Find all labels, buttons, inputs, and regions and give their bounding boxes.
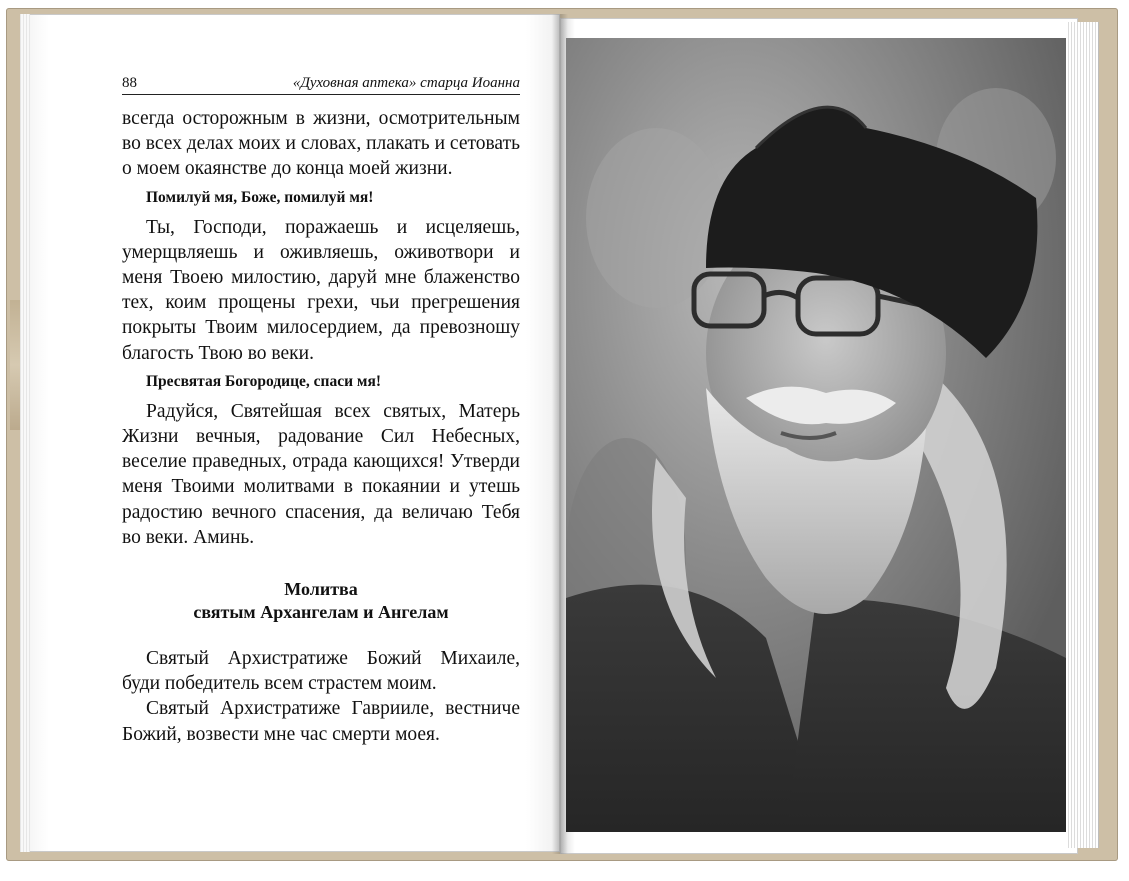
paragraph: Ты, Господи, поражаешь и исцеляешь, умерщвляешь и оживляешь, оживотвори и меня Твоею милостию, даруй мне блаженство тех, коим прощены грехи, чьи прегрешения покрыты Твоим милосердием, да превозношу благость Твою во веки. (122, 216, 520, 364)
running-head-title: «Духовная аптека» старца Иоанна (292, 75, 520, 91)
paragraph: Святый Архистратиже Божий Михаиле, буди победитель всем страстем моим. (122, 648, 520, 695)
portrait-photo (566, 38, 1066, 832)
paragraph: Радуйся, Святейшая всех святых, Матерь Жизни вечныя, радование Сил Небесных, веселие праведных, отрада кающихся! Утверди меня Твоими молитвами в покаянии и утешь радостию вечного спасения, да величаю Тебя во веки. Аминь. (122, 400, 520, 548)
page-number: 88 (122, 75, 137, 91)
prayer-heading (122, 578, 520, 624)
running-head (122, 74, 520, 95)
page-text (122, 106, 520, 747)
paragraph: всегда осторожным в жизни, осмотрительным во всех делах моих и словах, плакать и сетовать о моем окаянстве до конца моей жизни. (122, 108, 520, 180)
left-page-edges (20, 14, 30, 852)
right-page-edges (1068, 22, 1099, 848)
invocation: Пресвятая Богородице, спаси мя! (146, 372, 381, 390)
heading-line: святым Архангелам и Ангелам (193, 602, 449, 623)
paragraph: Святый Архистратиже Гаврииле, вестниче Божий, возвести мне час смерти моея. (122, 698, 520, 745)
invocation: Помилуй мя, Боже, помилуй мя! (146, 188, 374, 206)
heading-line: Молитва (284, 579, 358, 600)
